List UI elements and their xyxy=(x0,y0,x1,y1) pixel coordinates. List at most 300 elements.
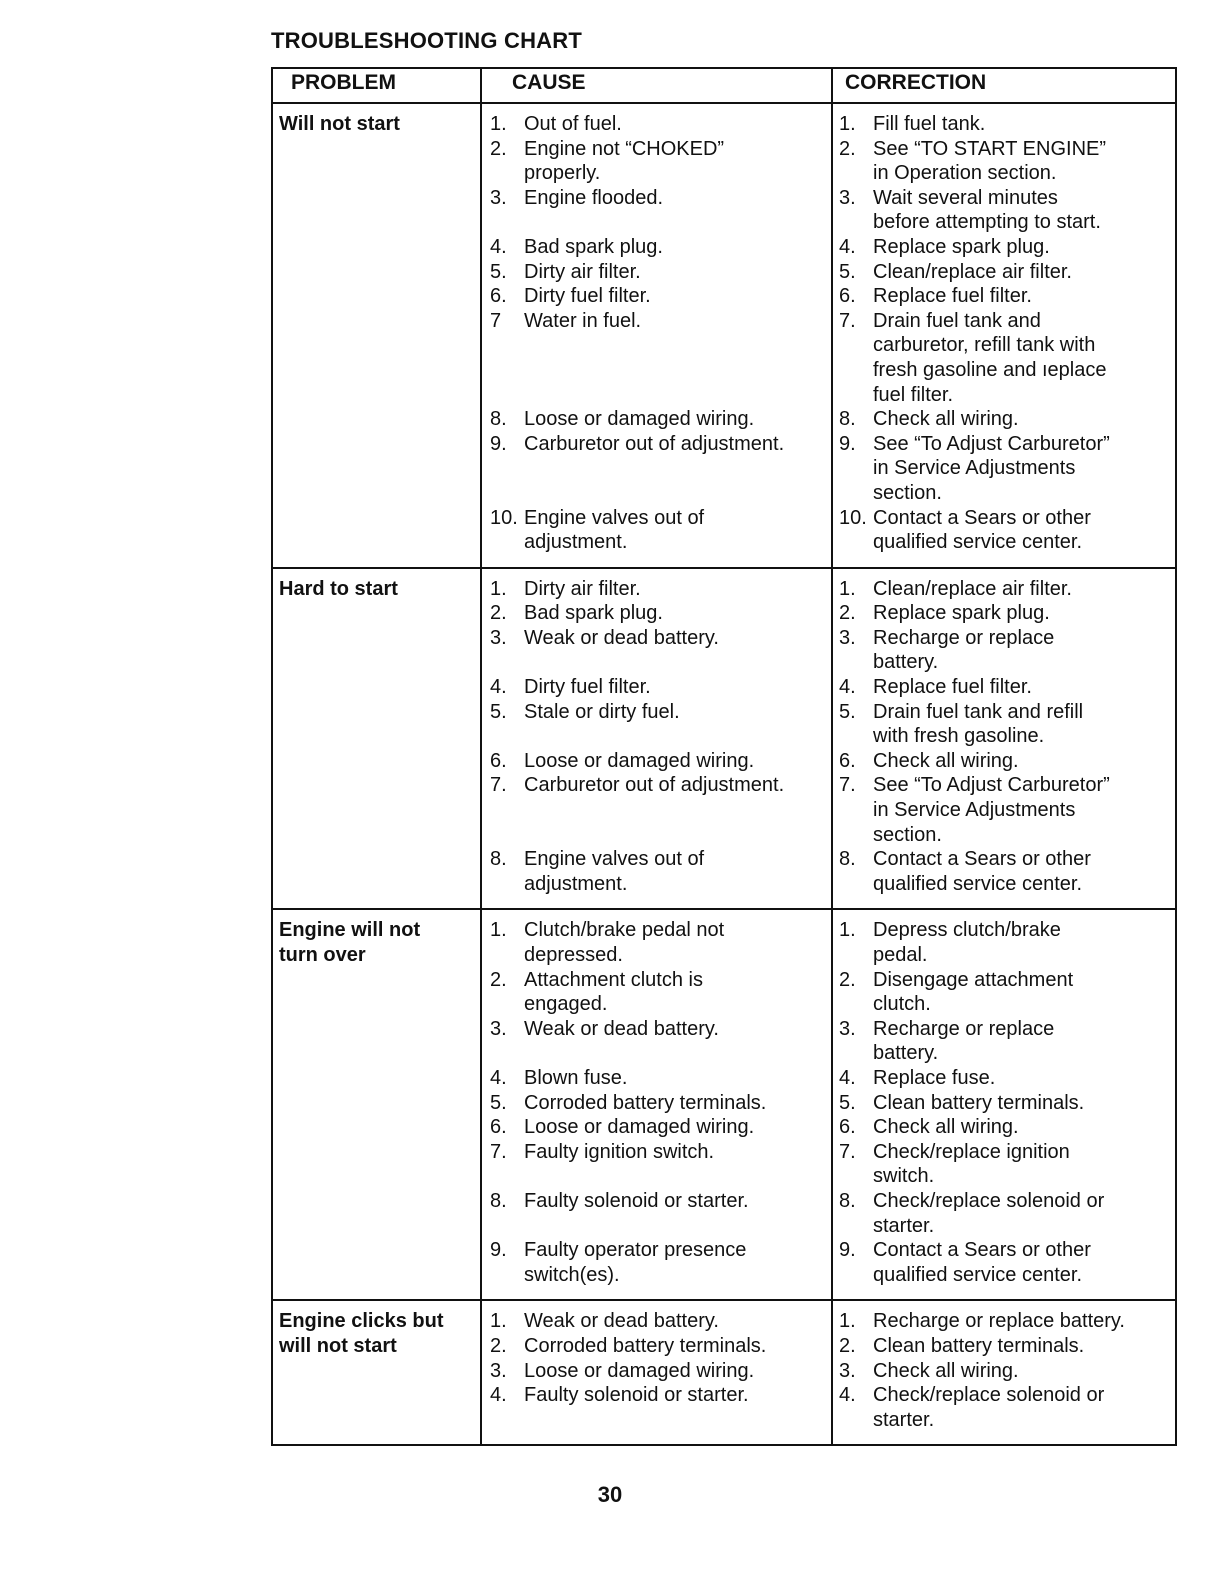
cause-number: 5. xyxy=(490,700,507,723)
cause-cell xyxy=(481,103,832,568)
correction-text xyxy=(873,260,1173,285)
correction-number: 2. xyxy=(839,137,856,160)
cause-text xyxy=(524,968,829,1017)
text-line: Attachment clutch is xyxy=(524,968,703,991)
cause-number: 2. xyxy=(490,1334,507,1357)
correction-number: 10. xyxy=(839,506,867,529)
text-line: Replace fuel filter. xyxy=(873,676,1032,699)
correction-number: 1. xyxy=(839,113,856,135)
cause-number: 7 xyxy=(490,309,502,332)
correction-text xyxy=(873,407,1173,432)
cause-text xyxy=(524,1140,829,1189)
cause-number: 7. xyxy=(490,774,507,797)
correction-text xyxy=(873,968,1173,1017)
correction-item xyxy=(839,626,1173,675)
correction-number: 6. xyxy=(839,1116,856,1139)
table-row xyxy=(272,909,1176,1300)
correction-item xyxy=(839,309,1173,407)
correction-item xyxy=(839,407,1173,432)
correction-item xyxy=(839,1383,1173,1432)
correction-item xyxy=(839,260,1173,285)
text-line: Engine clicks but xyxy=(279,1310,444,1333)
cause-text xyxy=(524,1238,829,1287)
text-line: Hard to start xyxy=(279,577,398,600)
text-line: Check/replace solenoid or xyxy=(873,1384,1105,1407)
correction-number: 5. xyxy=(839,700,856,723)
text-line: pedal. xyxy=(873,944,928,966)
text-line xyxy=(524,823,829,848)
correction-text xyxy=(873,1238,1173,1287)
correction-number: 3. xyxy=(839,1017,856,1040)
text-line: adjustment. xyxy=(524,531,628,554)
correction-text xyxy=(873,235,1173,260)
correction-item xyxy=(839,847,1173,896)
text-line: carburetor, refill tank with xyxy=(873,334,1096,357)
text-line: starter. xyxy=(873,1214,935,1237)
correction-number: 7. xyxy=(839,774,856,797)
text-line: Dirty air filter. xyxy=(524,577,641,600)
cause-number: 5. xyxy=(490,260,507,283)
text-line: turn over xyxy=(279,944,366,966)
text-line: Faulty solenoid or starter. xyxy=(524,1384,749,1407)
correction-item xyxy=(839,506,1173,555)
correction-number: 5. xyxy=(839,1091,856,1114)
correction-number: 1. xyxy=(839,577,856,600)
cause-item xyxy=(490,847,829,896)
cause-item xyxy=(490,577,829,602)
text-line xyxy=(524,650,829,675)
correction-number: 2. xyxy=(839,968,856,991)
text-line: switch(es). xyxy=(524,1263,620,1286)
correction-item xyxy=(839,700,1173,749)
correction-number: 3. xyxy=(839,1359,856,1382)
correction-number: 7. xyxy=(839,1140,856,1163)
correction-text xyxy=(873,700,1173,749)
text-line xyxy=(524,456,829,481)
text-line xyxy=(524,383,829,408)
correction-text xyxy=(873,432,1173,506)
text-line: Bad spark plug. xyxy=(524,235,663,258)
correction-number: 4. xyxy=(839,235,856,258)
correction-item xyxy=(839,1115,1173,1140)
text-line: Clutch/brake pedal not xyxy=(524,919,725,942)
text-line xyxy=(524,1164,829,1189)
text-line: Weak or dead battery. xyxy=(524,1310,719,1333)
text-line: adjustment. xyxy=(524,872,628,895)
cause-text xyxy=(524,1066,829,1091)
correction-text xyxy=(873,918,1173,967)
column-header-problem: PROBLEM xyxy=(272,68,481,103)
correction-number: 2. xyxy=(839,1334,856,1357)
cause-item xyxy=(490,235,829,260)
correction-text xyxy=(873,1309,1173,1334)
text-line: Out of fuel. xyxy=(524,113,622,135)
text-line: Drain fuel tank and refill xyxy=(873,700,1084,723)
text-line: Wait several minutes xyxy=(873,186,1058,209)
cause-number: 2. xyxy=(490,137,507,160)
correction-item xyxy=(839,1140,1173,1189)
cause-text xyxy=(524,1091,829,1116)
text-line: Water in fuel. xyxy=(524,309,642,332)
correction-number: 5. xyxy=(839,260,856,283)
cause-item xyxy=(490,968,829,1017)
text-line: Will not start xyxy=(279,113,400,135)
text-line: Contact a Sears or other xyxy=(873,506,1091,529)
text-line: Replace fuel filter. xyxy=(873,285,1032,308)
cause-number: 8. xyxy=(490,408,507,431)
correction-item xyxy=(839,749,1173,774)
cause-item xyxy=(490,675,829,700)
problem-cell xyxy=(272,568,481,910)
correction-item xyxy=(839,1017,1173,1066)
cause-number: 8. xyxy=(490,848,507,871)
cause-text xyxy=(524,1115,829,1140)
text-line: Depress clutch/brake xyxy=(873,919,1061,942)
text-line: See “TO START ENGINE” xyxy=(873,137,1107,160)
table-row xyxy=(272,103,1176,568)
correction-number: 8. xyxy=(839,408,856,431)
column-header-cause: CAUSE xyxy=(481,68,832,103)
text-line: section. xyxy=(873,823,942,846)
text-line xyxy=(524,724,829,749)
problem-cell xyxy=(272,909,481,1300)
text-line xyxy=(524,481,829,506)
text-line: Engine valves out of xyxy=(524,506,705,529)
text-line: Check all wiring. xyxy=(873,1359,1019,1382)
text-line: Loose or damaged wiring. xyxy=(524,749,755,772)
cause-text xyxy=(524,112,829,137)
correction-item xyxy=(839,1066,1173,1091)
table-row xyxy=(272,1300,1176,1445)
correction-item xyxy=(839,1334,1173,1359)
page-title: TROUBLESHOOTING CHART xyxy=(271,28,582,53)
cause-number: 8. xyxy=(490,1189,507,1212)
correction-item xyxy=(839,1091,1173,1116)
cause-item xyxy=(490,601,829,626)
cause-item xyxy=(490,1383,829,1408)
cause-text xyxy=(524,309,829,407)
correction-number: 4. xyxy=(839,1066,856,1089)
text-line: Recharge or replace xyxy=(873,626,1055,649)
cause-item xyxy=(490,260,829,285)
correction-number: 6. xyxy=(839,749,856,772)
correction-text xyxy=(873,1189,1173,1238)
text-line: Carburetor out of adjustment. xyxy=(524,432,785,455)
cause-text xyxy=(524,1017,829,1066)
text-line: Engine flooded. xyxy=(524,186,664,209)
correction-text xyxy=(873,626,1173,675)
text-line: depressed. xyxy=(524,944,623,966)
correction-number: 7. xyxy=(839,309,856,332)
text-line: Check/replace ignition xyxy=(873,1140,1070,1163)
cause-item xyxy=(490,1238,829,1287)
text-line: Recharge or replace battery. xyxy=(873,1310,1125,1333)
text-line: section. xyxy=(873,481,942,504)
correction-text xyxy=(873,773,1173,847)
correction-text xyxy=(873,1383,1173,1432)
cause-number: 1. xyxy=(490,113,507,135)
cause-text xyxy=(524,847,829,896)
cause-text xyxy=(524,186,829,235)
cause-text xyxy=(524,1383,829,1408)
problem-cell xyxy=(272,1300,481,1445)
correction-text xyxy=(873,1359,1173,1384)
cause-text xyxy=(524,601,829,626)
text-line: Contact a Sears or other xyxy=(873,848,1091,871)
cause-text xyxy=(524,506,829,555)
text-line: Faulty ignition switch. xyxy=(524,1140,715,1163)
correction-cell xyxy=(832,909,1176,1300)
cause-cell xyxy=(481,1300,832,1445)
correction-text xyxy=(873,1334,1173,1359)
text-line: clutch. xyxy=(873,993,931,1016)
text-line: properly. xyxy=(524,162,601,185)
cause-text xyxy=(524,1334,829,1359)
correction-item xyxy=(839,1189,1173,1238)
text-line: Clean battery terminals. xyxy=(873,1091,1085,1114)
cause-cell xyxy=(481,909,832,1300)
cause-number: 3. xyxy=(490,186,507,209)
cause-text xyxy=(524,577,829,602)
text-line: Dirty fuel filter. xyxy=(524,676,651,699)
text-line: Faulty operator presence xyxy=(524,1239,747,1262)
correction-item xyxy=(839,137,1173,186)
cause-item xyxy=(490,773,829,847)
text-line: Replace spark plug. xyxy=(873,235,1050,258)
cause-item xyxy=(490,1140,829,1189)
cause-item xyxy=(490,1309,829,1334)
correction-item xyxy=(839,601,1173,626)
cause-number: 3. xyxy=(490,1359,507,1382)
text-line: qualified service center. xyxy=(873,1263,1083,1286)
text-line: Carburetor out of adjustment. xyxy=(524,774,785,797)
text-line: Corroded battery terminals. xyxy=(524,1334,767,1357)
correction-text xyxy=(873,1091,1173,1116)
cause-item xyxy=(490,1091,829,1116)
cause-text xyxy=(524,432,829,506)
correction-item xyxy=(839,112,1173,137)
correction-item xyxy=(839,773,1173,847)
cause-item xyxy=(490,309,829,407)
correction-text xyxy=(873,1140,1173,1189)
cause-number: 3. xyxy=(490,626,507,649)
text-line: in Service Adjustments xyxy=(873,799,1076,822)
correction-number: 3. xyxy=(839,626,856,649)
cause-item xyxy=(490,749,829,774)
text-line: Dirty fuel filter. xyxy=(524,285,651,308)
cause-item xyxy=(490,432,829,506)
cause-number: 2. xyxy=(490,602,507,625)
correction-text xyxy=(873,1066,1173,1091)
cause-number: 1. xyxy=(490,1310,507,1333)
text-line: switch. xyxy=(873,1165,935,1188)
text-line: See “To Adjust Carburetor” xyxy=(873,774,1110,797)
correction-number: 8. xyxy=(839,1189,856,1212)
correction-text xyxy=(873,577,1173,602)
text-line: Check all wiring. xyxy=(873,1116,1019,1139)
correction-number: 8. xyxy=(839,848,856,871)
correction-item xyxy=(839,235,1173,260)
text-line: Engine not “CHOKED” xyxy=(524,137,725,160)
text-line: Disengage attachment xyxy=(873,968,1074,991)
text-line xyxy=(524,798,829,823)
cause-item xyxy=(490,506,829,555)
text-line: Contact a Sears or other xyxy=(873,1239,1091,1262)
correction-number: 6. xyxy=(839,285,856,308)
header-row xyxy=(272,68,1176,103)
text-line: battery. xyxy=(873,651,939,674)
correction-item xyxy=(839,577,1173,602)
text-line: Bad spark plug. xyxy=(524,602,663,625)
cause-number: 2. xyxy=(490,968,507,991)
correction-item xyxy=(839,918,1173,967)
cause-item xyxy=(490,1189,829,1238)
text-line: Replace spark plug. xyxy=(873,602,1050,625)
text-line: Weak or dead battery. xyxy=(524,1017,719,1040)
table-body xyxy=(272,103,1176,1445)
text-line: Check all wiring. xyxy=(873,408,1019,431)
cause-number: 1. xyxy=(490,919,507,942)
text-line: Recharge or replace xyxy=(873,1017,1055,1040)
cause-number: 3. xyxy=(490,1017,507,1040)
text-line: Loose or damaged wiring. xyxy=(524,1116,755,1139)
correction-number: 1. xyxy=(839,919,856,942)
correction-item xyxy=(839,284,1173,309)
text-line: Corroded battery terminals. xyxy=(524,1091,767,1114)
cause-text xyxy=(524,1359,829,1384)
cause-text xyxy=(524,284,829,309)
cause-item xyxy=(490,1017,829,1066)
text-line: Blown fuse. xyxy=(524,1066,628,1089)
cause-text xyxy=(524,700,829,749)
correction-text xyxy=(873,601,1173,626)
cause-item xyxy=(490,918,829,967)
text-line: Drain fuel tank and xyxy=(873,309,1041,332)
correction-cell xyxy=(832,1300,1176,1445)
correction-number: 9. xyxy=(839,432,856,455)
cause-number: 7. xyxy=(490,1140,507,1163)
cause-text xyxy=(524,773,829,847)
correction-item xyxy=(839,675,1173,700)
cause-number: 4. xyxy=(490,676,507,699)
cause-item xyxy=(490,1115,829,1140)
correction-text xyxy=(873,506,1173,555)
text-line: See “To Adjust Carburetor” xyxy=(873,432,1110,455)
text-line: battery. xyxy=(873,1042,939,1065)
problem-cell xyxy=(272,103,481,568)
text-line: fuel filter. xyxy=(873,383,954,406)
correction-number: 4. xyxy=(839,676,856,699)
cause-item xyxy=(490,407,829,432)
page-number: 30 xyxy=(597,1482,623,1507)
cause-number: 4. xyxy=(490,1066,507,1089)
correction-number: 2. xyxy=(839,602,856,625)
text-line: qualified service center. xyxy=(873,531,1083,554)
cause-cell xyxy=(481,568,832,910)
text-line: engaged. xyxy=(524,993,608,1016)
text-line: Dirty air filter. xyxy=(524,260,641,283)
text-line: in Operation section. xyxy=(873,162,1057,185)
column-header-correction: CORRECTION xyxy=(832,68,1176,103)
cause-number: 9. xyxy=(490,1239,507,1262)
cause-item xyxy=(490,112,829,137)
cause-item xyxy=(490,1334,829,1359)
correction-text xyxy=(873,137,1173,186)
correction-item xyxy=(839,1359,1173,1384)
text-line: with fresh gasoline. xyxy=(873,725,1045,748)
cause-number: 6. xyxy=(490,749,507,772)
cause-item xyxy=(490,1066,829,1091)
text-line: Stale or dirty fuel. xyxy=(524,700,680,723)
correction-text xyxy=(873,1115,1173,1140)
cause-number: 4. xyxy=(490,235,507,258)
correction-text xyxy=(873,749,1173,774)
text-line xyxy=(524,210,829,235)
cause-number: 6. xyxy=(490,285,507,308)
correction-text xyxy=(873,675,1173,700)
text-line: Weak or dead battery. xyxy=(524,626,719,649)
text-line: will not start xyxy=(279,1334,397,1357)
text-line: Faulty solenoid or starter. xyxy=(524,1189,749,1212)
correction-text xyxy=(873,1017,1173,1066)
text-line: qualified service center. xyxy=(873,872,1083,895)
cause-text xyxy=(524,1189,829,1238)
correction-text xyxy=(873,112,1173,137)
cause-text xyxy=(524,749,829,774)
text-line: Clean battery terminals. xyxy=(873,1334,1085,1357)
cause-number: 9. xyxy=(490,432,507,455)
correction-cell xyxy=(832,103,1176,568)
cause-item xyxy=(490,137,829,186)
text-line xyxy=(524,333,829,358)
correction-item xyxy=(839,186,1173,235)
cause-text xyxy=(524,626,829,675)
text-line: Engine will not xyxy=(279,919,421,942)
text-line: Loose or damaged wiring. xyxy=(524,408,755,431)
cause-item xyxy=(490,700,829,749)
correction-cell xyxy=(832,568,1176,910)
cause-item xyxy=(490,626,829,675)
correction-number: 9. xyxy=(839,1239,856,1262)
correction-text xyxy=(873,847,1173,896)
cause-text xyxy=(524,675,829,700)
cause-text xyxy=(524,407,829,432)
text-line xyxy=(524,1041,829,1066)
cause-number: 6. xyxy=(490,1116,507,1139)
correction-number: 3. xyxy=(839,186,856,209)
correction-item xyxy=(839,968,1173,1017)
text-line: Loose or damaged wiring. xyxy=(524,1359,755,1382)
troubleshooting-table xyxy=(271,67,1177,1446)
text-line: Clean/replace air filter. xyxy=(873,577,1072,600)
text-line: Fill fuel tank. xyxy=(873,113,986,135)
cause-text xyxy=(524,235,829,260)
correction-text xyxy=(873,284,1173,309)
correction-item xyxy=(839,1238,1173,1287)
text-line: in Service Adjustments xyxy=(873,457,1076,480)
cause-number: 5. xyxy=(490,1091,507,1114)
text-line xyxy=(524,1214,829,1239)
text-line: fresh gasoline and ıeplace xyxy=(873,358,1107,381)
text-line: before attempting to start. xyxy=(873,211,1101,234)
correction-item xyxy=(839,432,1173,506)
cause-item xyxy=(490,284,829,309)
correction-text xyxy=(873,186,1173,235)
cause-text xyxy=(524,260,829,285)
cause-item xyxy=(490,186,829,235)
cause-number: 1. xyxy=(490,577,507,600)
text-line: Check/replace solenoid or xyxy=(873,1189,1105,1212)
